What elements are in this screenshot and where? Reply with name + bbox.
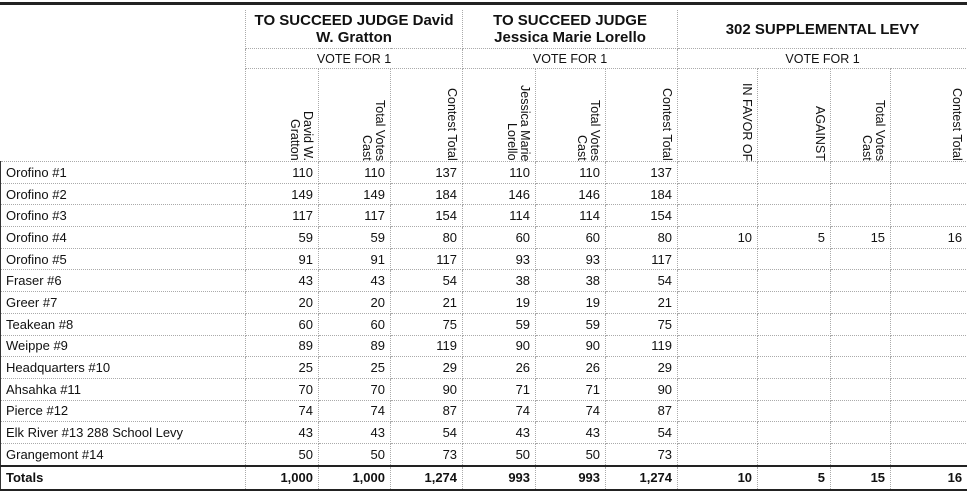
precinct-name: Weippe #9	[1, 335, 246, 357]
table-row	[1, 422, 967, 444]
vote-count-cell: 70	[246, 378, 319, 400]
blank-corner	[1, 69, 246, 162]
vote-count-cell	[891, 162, 967, 184]
vote-count-cell: 60	[319, 313, 391, 335]
vote-count-cell	[831, 270, 891, 292]
vote-count-cell	[678, 270, 758, 292]
vote-count-cell	[758, 357, 831, 379]
contest-title: 302 SUPPLEMENTAL LEVY	[678, 10, 967, 49]
vote-count-cell: 21	[391, 292, 463, 314]
vote-count-cell: 70	[319, 378, 391, 400]
vote-count-cell: 50	[246, 443, 319, 465]
totals-label: Totals	[1, 466, 246, 490]
vote-count-cell	[831, 400, 891, 422]
table-row	[1, 183, 967, 205]
vote-count-cell: 15	[831, 466, 891, 490]
vote-count-cell: 74	[246, 400, 319, 422]
vote-count-cell: 75	[606, 313, 678, 335]
vote-count-cell: 93	[463, 248, 536, 270]
vote-count-cell: 91	[319, 248, 391, 270]
vote-count-cell	[891, 270, 967, 292]
vote-count-cell	[891, 313, 967, 335]
blank-corner	[1, 49, 246, 69]
vote-count-cell: 146	[536, 183, 606, 205]
vote-count-cell	[678, 443, 758, 465]
vote-count-cell: 89	[319, 335, 391, 357]
vote-count-cell: 54	[391, 270, 463, 292]
table-row	[1, 205, 967, 227]
vote-count-cell: 38	[536, 270, 606, 292]
precinct-name: Orofino #5	[1, 248, 246, 270]
precinct-name: Orofino #3	[1, 205, 246, 227]
column-header: Total Votes Cast	[536, 69, 606, 162]
vote-count-cell: 19	[536, 292, 606, 314]
vote-count-cell	[891, 292, 967, 314]
vote-count-cell	[831, 422, 891, 444]
precinct-name: Orofino #2	[1, 183, 246, 205]
vote-count-cell: 54	[391, 422, 463, 444]
vote-count-cell	[678, 378, 758, 400]
precinct-name: Grangemont #14	[1, 443, 246, 465]
vote-count-cell: 93	[536, 248, 606, 270]
vote-count-cell: 20	[246, 292, 319, 314]
vote-count-cell	[891, 443, 967, 465]
table-row	[1, 357, 967, 379]
vote-count-cell	[891, 335, 967, 357]
vote-count-cell: 137	[391, 162, 463, 184]
precinct-name: Greer #7	[1, 292, 246, 314]
column-header: Contest Total	[891, 69, 967, 162]
vote-count-cell: 59	[536, 313, 606, 335]
vote-count-cell: 993	[536, 466, 606, 490]
vote-count-cell: 184	[606, 183, 678, 205]
vote-count-cell	[678, 313, 758, 335]
vote-count-cell: 89	[246, 335, 319, 357]
column-header: IN FAVOR OF	[678, 69, 758, 162]
vote-for-label: VOTE FOR 1	[246, 49, 463, 69]
table-row	[1, 270, 967, 292]
vote-count-cell	[891, 378, 967, 400]
vote-count-cell: 16	[891, 227, 967, 249]
column-header: Contest Total	[391, 69, 463, 162]
vote-count-cell: 26	[463, 357, 536, 379]
vote-count-cell	[758, 313, 831, 335]
precinct-name: Ahsahka #11	[1, 378, 246, 400]
vote-count-cell	[678, 292, 758, 314]
vote-count-cell: 154	[391, 205, 463, 227]
contest-title: TO SUCCEED JUDGE David W. Gratton	[246, 10, 463, 49]
vote-count-cell: 1,274	[606, 466, 678, 490]
vote-count-cell	[758, 205, 831, 227]
vote-count-cell: 117	[606, 248, 678, 270]
vote-for-label: VOTE FOR 1	[463, 49, 678, 69]
contest-title: TO SUCCEED JUDGE Jessica Marie Lorello	[463, 10, 678, 49]
vote-count-cell: 29	[606, 357, 678, 379]
vote-count-cell: 119	[606, 335, 678, 357]
vote-count-cell: 90	[536, 335, 606, 357]
column-header: David W. Gratton	[246, 69, 319, 162]
vote-count-cell	[891, 357, 967, 379]
vote-count-cell: 43	[246, 422, 319, 444]
vote-count-cell: 74	[319, 400, 391, 422]
vote-count-cell: 26	[536, 357, 606, 379]
vote-count-cell	[678, 335, 758, 357]
vote-count-cell: 146	[463, 183, 536, 205]
precinct-name: Orofino #1	[1, 162, 246, 184]
vote-count-cell: 137	[606, 162, 678, 184]
vote-count-cell	[831, 378, 891, 400]
vote-count-cell: 80	[391, 227, 463, 249]
vote-count-cell	[758, 292, 831, 314]
vote-count-cell: 21	[606, 292, 678, 314]
vote-count-cell: 1,000	[246, 466, 319, 490]
vote-count-cell	[891, 400, 967, 422]
vote-count-cell: 110	[536, 162, 606, 184]
table-row	[1, 335, 967, 357]
vote-count-cell	[678, 205, 758, 227]
blank-corner	[1, 10, 246, 49]
vote-count-cell	[891, 248, 967, 270]
table-row	[1, 162, 967, 184]
vote-count-cell: 119	[391, 335, 463, 357]
vote-count-cell: 184	[391, 183, 463, 205]
vote-count-cell: 43	[319, 270, 391, 292]
vote-count-cell: 43	[463, 422, 536, 444]
vote-count-cell: 59	[319, 227, 391, 249]
vote-count-cell: 60	[246, 313, 319, 335]
table-row	[1, 227, 967, 249]
vote-count-cell	[831, 248, 891, 270]
vote-count-cell: 5	[758, 227, 831, 249]
vote-count-cell: 15	[831, 227, 891, 249]
vote-for-label: VOTE FOR 1	[678, 49, 967, 69]
vote-count-cell: 59	[246, 227, 319, 249]
vote-count-cell	[891, 205, 967, 227]
vote-count-cell	[831, 335, 891, 357]
vote-count-cell: 71	[536, 378, 606, 400]
vote-count-cell	[758, 183, 831, 205]
vote-count-cell: 993	[463, 466, 536, 490]
vote-count-cell	[678, 162, 758, 184]
column-header: AGAINST	[758, 69, 831, 162]
vote-count-cell: 75	[391, 313, 463, 335]
vote-count-cell: 59	[463, 313, 536, 335]
vote-count-cell: 110	[319, 162, 391, 184]
vote-count-cell: 90	[463, 335, 536, 357]
vote-count-cell: 25	[319, 357, 391, 379]
vote-count-cell: 60	[463, 227, 536, 249]
column-header: Total Votes Cast	[319, 69, 391, 162]
vote-count-cell: 110	[246, 162, 319, 184]
vote-count-cell: 90	[391, 378, 463, 400]
vote-count-cell	[758, 378, 831, 400]
vote-count-cell: 43	[536, 422, 606, 444]
vote-count-cell: 91	[246, 248, 319, 270]
vote-count-cell: 60	[536, 227, 606, 249]
precinct-name: Fraser #6	[1, 270, 246, 292]
vote-count-cell: 50	[319, 443, 391, 465]
vote-count-cell: 87	[606, 400, 678, 422]
vote-count-cell: 74	[536, 400, 606, 422]
precinct-rows	[1, 162, 967, 490]
vote-count-cell: 90	[606, 378, 678, 400]
vote-count-cell	[758, 335, 831, 357]
vote-count-cell	[758, 443, 831, 465]
table-row	[1, 248, 967, 270]
vote-count-cell	[758, 270, 831, 292]
vote-count-cell: 1,274	[391, 466, 463, 490]
vote-count-cell: 117	[391, 248, 463, 270]
vote-count-cell: 71	[463, 378, 536, 400]
table-row	[1, 292, 967, 314]
vote-count-cell: 50	[463, 443, 536, 465]
vote-count-cell	[831, 292, 891, 314]
vote-count-cell: 117	[246, 205, 319, 227]
vote-count-cell	[891, 183, 967, 205]
vote-count-cell: 73	[391, 443, 463, 465]
column-header: Jessica Marie Lorello	[463, 69, 536, 162]
vote-count-cell	[831, 183, 891, 205]
precinct-name: Elk River #13 288 School Levy	[1, 422, 246, 444]
vote-count-cell: 29	[391, 357, 463, 379]
vote-count-cell	[678, 183, 758, 205]
vote-count-cell: 43	[319, 422, 391, 444]
column-header: Total Votes Cast	[831, 69, 891, 162]
table-row	[1, 378, 967, 400]
vote-count-cell	[831, 205, 891, 227]
precinct-name: Headquarters #10	[1, 357, 246, 379]
vote-count-cell	[678, 357, 758, 379]
results-table	[0, 10, 967, 491]
totals-row	[1, 466, 967, 490]
vote-count-cell	[891, 422, 967, 444]
vote-count-cell: 19	[463, 292, 536, 314]
precinct-name: Pierce #12	[1, 400, 246, 422]
vote-count-cell: 117	[319, 205, 391, 227]
vote-count-cell: 149	[246, 183, 319, 205]
table-row	[1, 400, 967, 422]
vote-count-cell: 154	[606, 205, 678, 227]
vote-count-cell	[678, 400, 758, 422]
vote-count-cell: 16	[891, 466, 967, 490]
vote-count-cell	[831, 313, 891, 335]
table-row	[1, 443, 967, 465]
precinct-name: Orofino #4	[1, 227, 246, 249]
vote-count-cell	[758, 422, 831, 444]
vote-count-cell	[758, 162, 831, 184]
vote-count-cell	[831, 443, 891, 465]
vote-count-cell: 54	[606, 270, 678, 292]
vote-count-cell	[678, 248, 758, 270]
vote-count-cell: 114	[536, 205, 606, 227]
top-rule	[0, 2, 967, 5]
vote-count-cell	[758, 400, 831, 422]
precinct-name: Teakean #8	[1, 313, 246, 335]
vote-count-cell: 10	[678, 466, 758, 490]
vote-count-cell: 50	[536, 443, 606, 465]
vote-count-cell: 10	[678, 227, 758, 249]
vote-count-cell	[678, 422, 758, 444]
vote-count-cell	[831, 357, 891, 379]
vote-count-cell: 149	[319, 183, 391, 205]
vote-count-cell: 87	[391, 400, 463, 422]
vote-count-cell: 54	[606, 422, 678, 444]
vote-count-cell	[758, 248, 831, 270]
vote-count-cell: 73	[606, 443, 678, 465]
vote-count-cell: 38	[463, 270, 536, 292]
vote-count-cell: 43	[246, 270, 319, 292]
column-header: Contest Total	[606, 69, 678, 162]
vote-count-cell: 114	[463, 205, 536, 227]
vote-count-cell: 20	[319, 292, 391, 314]
vote-count-cell: 25	[246, 357, 319, 379]
vote-count-cell: 80	[606, 227, 678, 249]
vote-count-cell	[831, 162, 891, 184]
table-row	[1, 313, 967, 335]
vote-count-cell: 1,000	[319, 466, 391, 490]
vote-count-cell: 74	[463, 400, 536, 422]
vote-count-cell: 5	[758, 466, 831, 490]
vote-count-cell: 110	[463, 162, 536, 184]
